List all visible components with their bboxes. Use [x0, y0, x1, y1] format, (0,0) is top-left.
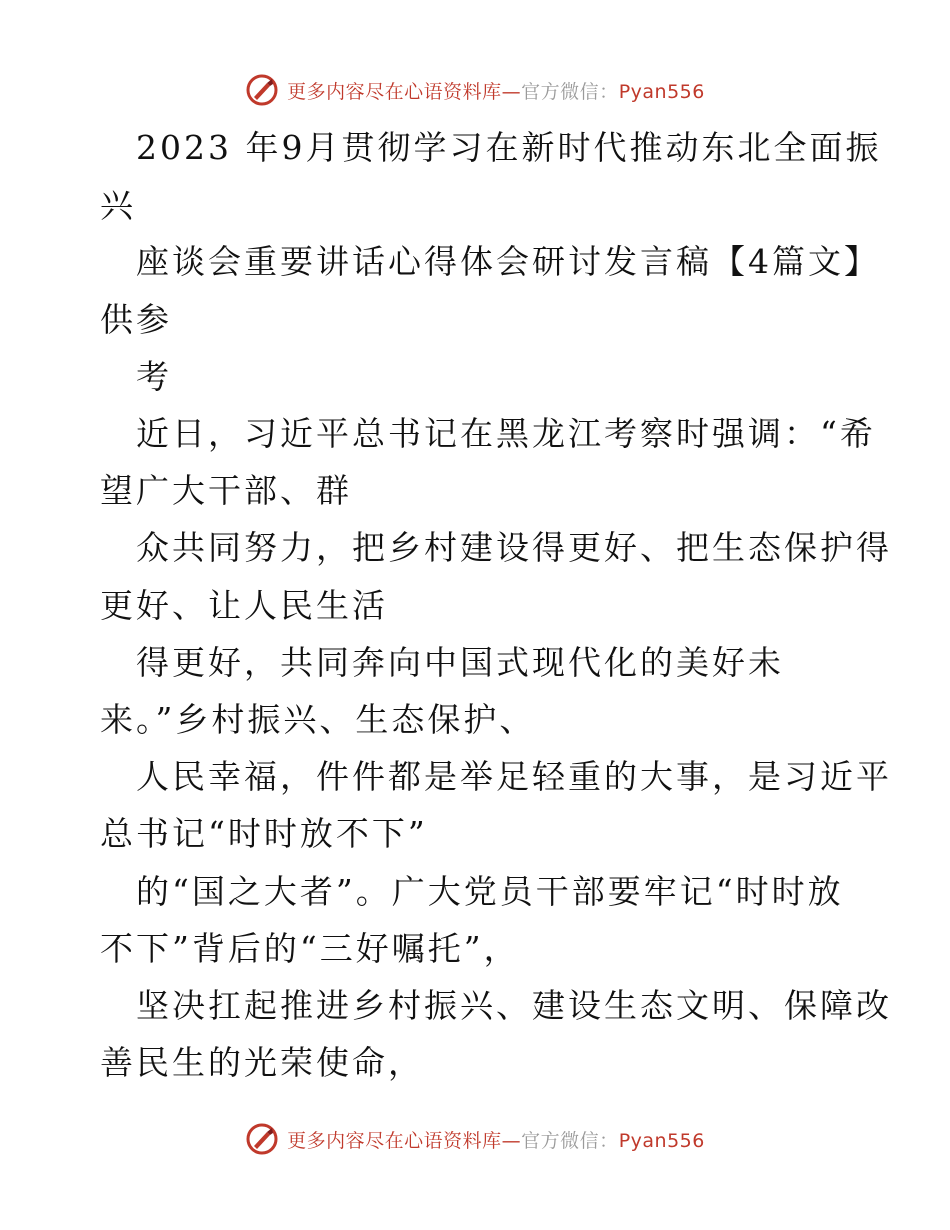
brush-logo-icon: [245, 1122, 279, 1156]
title-line-4: 供参: [100, 300, 172, 339]
banner-main-text: 更多内容尽在心语资料库: [287, 80, 502, 103]
brush-logo-icon: [245, 73, 279, 107]
text-line: 得更好，共同奔向中国式现代化的美好未: [136, 643, 784, 682]
banner-main-text: 更多内容尽在心语资料库: [287, 1129, 502, 1152]
text-line: 望广大干部、群: [100, 471, 352, 510]
text-line: 的“国之大者”。广大党员干部要牢记“时时放: [136, 872, 844, 911]
footer-banner: [0, 1119, 950, 1159]
text-line: 近日，习近平总书记在黑龙江考察时强调：“希: [136, 414, 876, 453]
text-line: 众共同努力，把乡村建设得更好、把生态保护得: [136, 528, 892, 567]
banner-wechat-id: Pyan556: [618, 80, 705, 103]
header-banner: [0, 70, 950, 110]
banner-official-label: 官方微信：: [521, 1129, 619, 1152]
title-line-1: 2023 年9月贯彻学习在新时代推动东北全面振: [136, 128, 882, 167]
banner-dash: —: [501, 80, 522, 103]
text-line: 来。”乡村振兴、生态保护、: [100, 700, 536, 739]
title-line-3: 座谈会重要讲话心得体会研讨发言稿【4篇文】: [136, 242, 880, 281]
text-line: 人民幸福，件件都是举足轻重的大事，是习近平: [136, 757, 892, 796]
title-line-2: 兴: [100, 186, 136, 225]
text-line: 更好、让人民生活: [100, 586, 388, 625]
text-line: 总书记“时时放不下”: [100, 814, 428, 853]
text-line: 坚决扛起推进乡村振兴、建设生态文明、保障改: [136, 986, 892, 1025]
text-line: 不下”背后的“三好嘱托”，: [100, 929, 520, 968]
banner-official-label: 官方微信：: [521, 80, 619, 103]
banner-wechat-id: Pyan556: [618, 1129, 705, 1152]
title-line-5: 考: [136, 357, 172, 396]
banner-dash: —: [501, 1129, 522, 1152]
text-line: 善民生的光荣使命，: [100, 1043, 424, 1082]
